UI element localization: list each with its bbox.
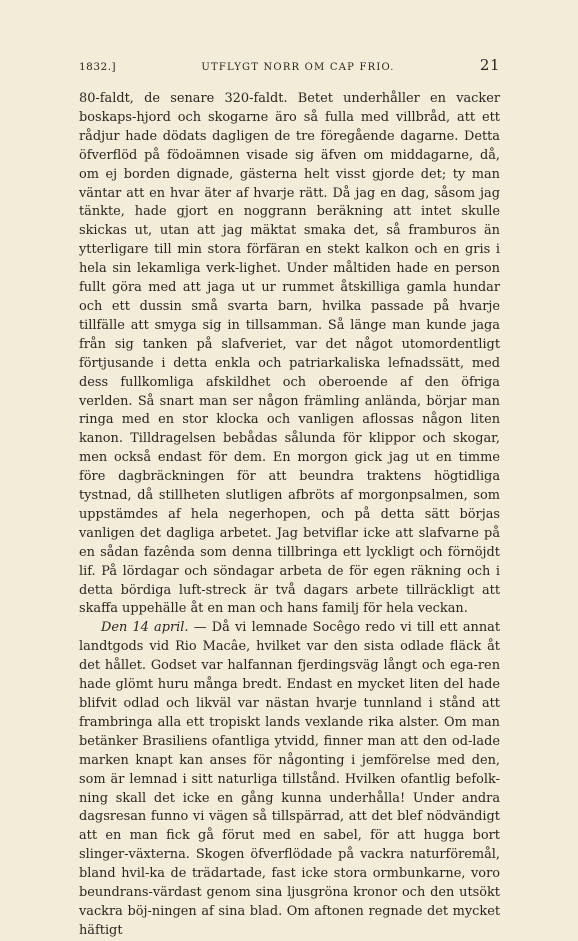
page-number: 21 — [479, 56, 500, 74]
paragraph-2 — [79, 619, 500, 940]
paragraph-2-date: Den 14 april. — [101, 620, 189, 636]
header-year: 1832.] — [79, 61, 117, 73]
paragraph-2-text: — Då vi lemnade Socêgo redo vi till ett annat landtgods vid Rio Macâe, hvilket var den sista odlade fläck åt det hållet. Godset var halfannan fjerdingsväg långt och ega-ren hade glömt huru många bredt. Endast en mycket liten del hade blifvit odlad och likväl var nästan hvarje tunnland i stånd att frambringa alla ett tropiskt lands vexlande rika alster. Om man betänker Brasiliens ofantliga ytvidd, finner man att den od-lade marken knapt kan anses för någonting i jemförelse med den, som är lemnad i sitt naturliga tillstånd. Hvilken ofantlig befolk-ning skall det icke en gång kunna underhålla! Under andra dagsresan funno vi vägen så tillspärrad, att det blef nödvändigt att en man fick gå förut med en sabel, för att hugga bort slinger-växterna. Skogen öfverflödade på vackra naturföremål, bland hvil-ka de trädartade, fast icke stora ormbunkarne, voro beundrans-värdast genom sina ljusgröna kronor och den utsökt vackra böj-ningen af sina blad. Om aftonen regnade det mycket häftigt — [79, 620, 500, 938]
running-title: UTFLYGT NORR OM CAP FRIO. — [201, 62, 395, 73]
paragraph-1: 80-faldt, de senare 320-faldt. Betet underhåller en vacker boskaps-hjord och skogarne äro så fulla med villbråd, att ett rådjur hade dödats dagligen de tre föregående dagarne. Detta öfverflöd på födoämnen visade sig äfven om middagarne, då, om ej borden dignade, gästerna helt visst gjorde det; ty man väntar att en hvar äter af hvarje rätt. Då jag en dag, såsom jag tänkte, hade gjort en noggrann beräkning att intet skulle skickas ut, utan att jag mäktat smaka det, så framburos än ytterligare till min stora förfäran en stekt kalkon och en gris i hela sin lekamliga verk-lighet. Under måltiden hade en person fullt göra med att jaga ut ur rummet åtskilliga gamla hundar och ett dussin små svarta barn, hvilka passade på hvarje tillfälle att smyga sig in tillsamman. Så länge man kunde jaga från sig tanken på slafveriet, var det något utomordentligt förtjusande i detta enkla och patriarkaliska lefnadssätt, med dess fullkomliga afskildhet och oberoende af den öfriga verlden. Så snart man ser någon främling anlända, börjar man ringa med en stor klocka och vanligen aflossas någon liten kanon. Tilldragelsen bebådas sålunda för klippor och skogar, men också endast för dem. En morgon gick jag ut en timme före dagbräckningen för att beundra traktens högtidliga tystnad, då stillheten slutligen afbröts af morgonpsalmen, som uppstämdes af hela negerhopen, och på detta sätt börjas vanligen det dagliga arbetet. Jag betviflar icke att slafvarne på en sådan fazênda som denna tillbringa ett lyckligt och förnöjdt lif. På lördagar och söndagar arbeta de för egen räkning och i detta bördiga luft-streck är två dagars arbete tillräckligt att skaffa uppehälle åt en man och hans familj för hela veckan. — [79, 91, 500, 617]
body-text — [79, 90, 500, 941]
running-header — [79, 56, 500, 74]
